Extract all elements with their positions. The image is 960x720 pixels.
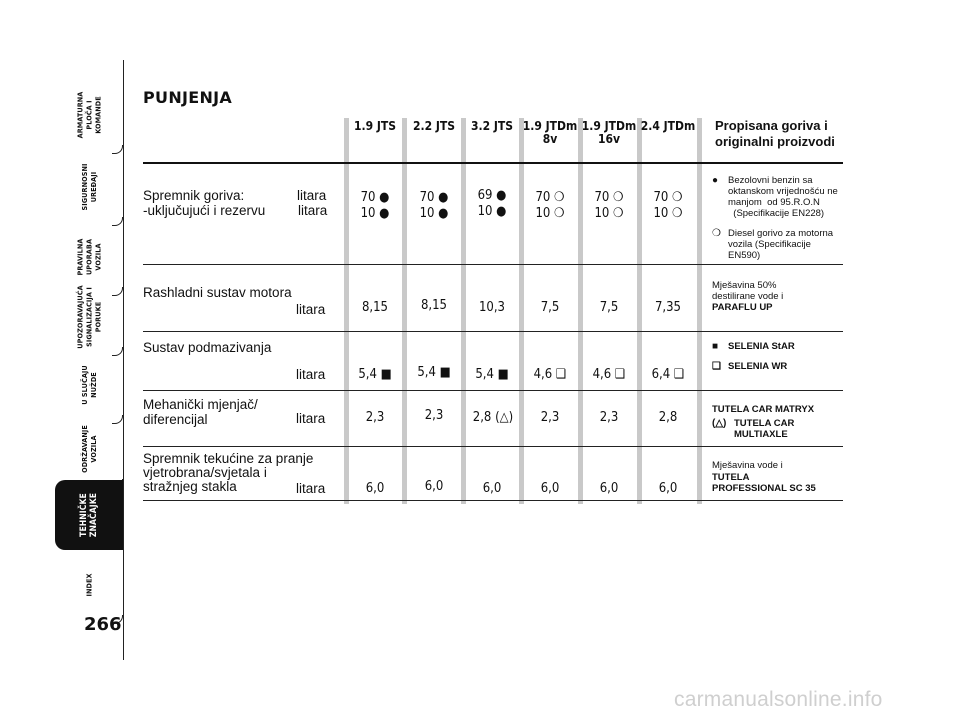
value-cell: 6,0 xyxy=(424,479,444,494)
note-washer: Mješavina vode i xyxy=(712,460,783,471)
row-label-coolant: Rashladni sustav motora xyxy=(143,285,292,300)
tab-tehnicke-znacajke[interactable] xyxy=(55,480,123,550)
tab-label: INDEX xyxy=(84,573,94,597)
row-label-fuel-tank: Spremnik goriva: -uključujući i rezervu xyxy=(143,188,266,218)
value-cell: 70 ● 10 ● xyxy=(419,190,449,221)
tab-upozoravajuca-signalizacija[interactable] xyxy=(55,282,123,352)
value-cell: 5,4 ■ xyxy=(475,367,509,382)
page-number: 266 xyxy=(84,614,122,635)
column-header-1-9-jtdm-8v: 1.9 JTDm 8v xyxy=(522,119,578,146)
sidebar-rule xyxy=(123,60,124,660)
tab-armaturna-ploca[interactable] xyxy=(55,80,123,150)
tab-label: TEHNIČKE ZNAČAJKE xyxy=(79,492,99,538)
value-cell: 2,3 xyxy=(424,408,444,423)
value-cell: 6,4 ❑ xyxy=(651,367,685,382)
header-rule xyxy=(143,162,843,164)
value-cell: 7,5 xyxy=(540,300,560,315)
row-divider xyxy=(143,446,843,447)
note-coolant: Mješavina 50% destilirane vode i xyxy=(712,280,784,302)
filled-square-icon: ■ xyxy=(712,341,719,352)
row-divider xyxy=(143,264,843,265)
value-cell: 70 ❍ 10 ❍ xyxy=(535,190,565,221)
tab-sigurnosni-uredaji[interactable] xyxy=(55,152,123,222)
unit-label: litara xyxy=(297,188,327,203)
value-cell: 6,0 xyxy=(599,481,619,496)
fuel-products-header: Propisana goriva i originalni proizvodi xyxy=(715,118,835,149)
value-cell: 6,0 xyxy=(365,481,385,496)
unit-label: litara xyxy=(296,302,326,317)
column-header-2-4-jtdm: 2.4 JTDm xyxy=(640,119,696,133)
value-cell: 2,3 xyxy=(365,410,385,425)
row-label-lubrication: Sustav podmazivanja xyxy=(143,340,272,355)
note-coolant-product: PARAFLU UP xyxy=(712,302,773,313)
value-cell: 2,3 xyxy=(540,410,560,425)
unit-label: litara xyxy=(296,411,326,426)
tab-label: UPOZORAVAJUĆA SIGNALIZACIJA I PORUKE xyxy=(75,285,103,349)
tab-label: U SLUČAJU NUŽDE xyxy=(80,365,98,405)
tab-index[interactable] xyxy=(55,550,123,620)
note-washer-product: TUTELA PROFESSIONAL SC 35 xyxy=(712,472,816,494)
open-square-icon: ❑ xyxy=(712,361,721,372)
value-cell: 5,4 ■ xyxy=(417,365,451,380)
value-cell: 70 ❍ 10 ❍ xyxy=(594,190,624,221)
value-cell: 6,0 xyxy=(658,481,678,496)
column-header-1-9-jtdm-16v: 1.9 JTDm 16v xyxy=(581,119,637,146)
tab-odrzavanje-vozila[interactable] xyxy=(55,414,123,484)
value-cell: 6,0 xyxy=(540,481,560,496)
value-cell: 4,6 ❑ xyxy=(533,367,567,382)
filled-circle-icon: ● xyxy=(712,175,719,186)
value-cell: 2,3 xyxy=(599,410,619,425)
value-cell: 70 ❍ 10 ❍ xyxy=(653,190,683,221)
value-cell: 7,5 xyxy=(599,300,619,315)
column-header-3-2-jts: 3.2 JTS xyxy=(470,119,514,133)
column-header-2-2-jts: 2.2 JTS xyxy=(412,119,456,133)
column-header-1-9-jts: 1.9 JTS xyxy=(353,119,397,133)
value-cell: 8,15 xyxy=(361,300,389,315)
value-cell: 2,8 xyxy=(658,410,678,425)
tab-label: ARMATURNA PLOČA I KOMANDE xyxy=(75,91,103,139)
row-label-gearbox: Mehanički mjenjač/ diferencijal xyxy=(143,397,258,427)
value-cell: 5,4 ■ xyxy=(358,367,392,382)
open-circle-icon: ❍ xyxy=(712,228,721,239)
unit-label: litara xyxy=(298,203,328,218)
chapter-sidebar xyxy=(0,0,130,720)
unit-label: litara xyxy=(296,481,326,496)
tab-label: SIGURNOSNI UREĐAJI xyxy=(80,163,98,211)
row-divider xyxy=(143,331,843,332)
row-divider xyxy=(143,390,843,391)
triangle-icon: (△) xyxy=(712,418,727,429)
value-cell: 4,6 ❑ xyxy=(592,367,626,382)
tab-label: PRAVILNA UPORABA VOZILA xyxy=(75,238,103,276)
value-cell: 6,0 xyxy=(482,481,502,496)
watermark: carmanualsonline.info xyxy=(674,688,883,711)
value-cell: 70 ● 10 ● xyxy=(360,190,390,221)
value-cell: 10,3 xyxy=(478,300,506,315)
value-cell: 69 ● 10 ● xyxy=(477,188,507,219)
tab-label: ODRŽAVANJE VOZILA xyxy=(80,425,98,473)
tab-u-slucaju-nuzde[interactable] xyxy=(55,350,123,420)
row-label-washer: Spremnik tekućine za pranje vjetrobrana/svjetala i stražnjeg stakla xyxy=(143,451,314,494)
unit-label: litara xyxy=(296,367,326,382)
value-cell: 2,8 (△) xyxy=(472,410,514,425)
note-gear-1: TUTELA CAR MATRYX xyxy=(712,404,815,415)
page-title: PUNJENJA xyxy=(143,88,233,107)
value-cell: 7,35 xyxy=(654,300,682,315)
value-cell: 8,15 xyxy=(420,298,448,313)
row-divider xyxy=(143,500,843,501)
